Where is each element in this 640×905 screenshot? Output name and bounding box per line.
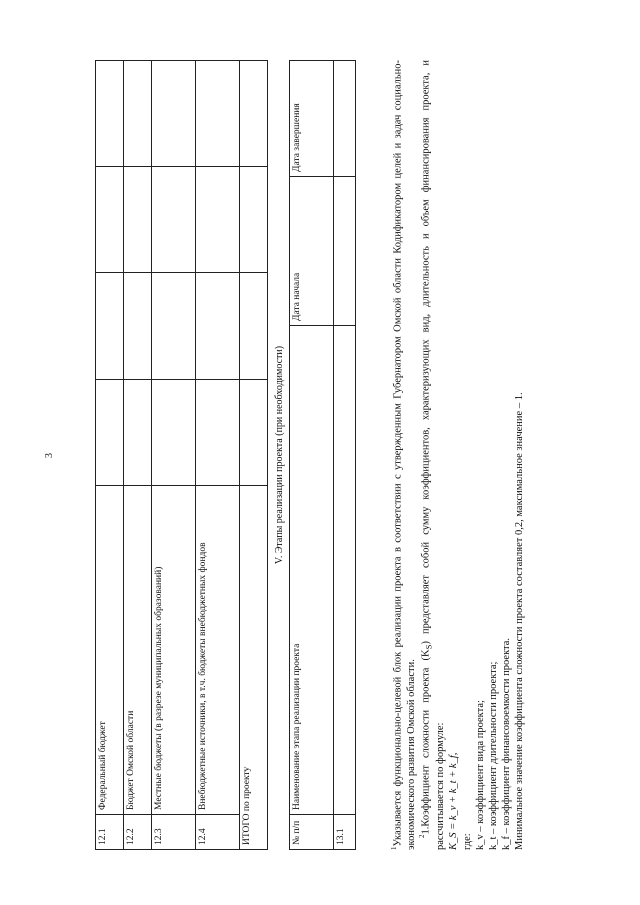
table-row bbox=[124, 61, 152, 850]
header-num: № п/п bbox=[290, 815, 334, 850]
table-row bbox=[96, 61, 124, 850]
footnotes bbox=[390, 60, 526, 850]
stages-title: V. Этапы реализации проекта (при необходимости) bbox=[274, 345, 285, 565]
row-number: 13.1 bbox=[334, 815, 356, 850]
row-number: 12.3 bbox=[152, 815, 196, 850]
total-row bbox=[240, 61, 268, 850]
stages-header-row bbox=[290, 61, 334, 850]
row-number: 12.4 bbox=[196, 815, 240, 850]
table-row bbox=[196, 61, 240, 850]
rotated-content bbox=[95, 50, 585, 850]
row-name: Федеральный бюджет bbox=[96, 486, 124, 815]
row-name: Внебюджетные источники, в т.ч. бюджеты внебюджетных фондов bbox=[196, 486, 240, 815]
formula: K_S = k_v + k_t + k_f, bbox=[448, 752, 460, 850]
funding-sources-table bbox=[95, 60, 268, 850]
min-max-note: Минимальное значение коэффициента сложности проекта составляет 0,2, максимальное значение – 1. bbox=[514, 392, 526, 850]
kt-definition: k_t – коэффициент длительности проекта; bbox=[487, 661, 499, 850]
row-number: 12.1 bbox=[96, 815, 124, 850]
total-label: ИТОГО по проекту bbox=[240, 486, 268, 850]
footnote-1: $^1$Указывается функционально-целевой блок реализации проекта в соответствии с утвержденным Губернатором Омской области Кодификатором целей и задач социально-экономического развития Омской области. bbox=[390, 60, 417, 850]
header-name: Наименование этапа реализации проекта bbox=[290, 326, 334, 815]
table-row bbox=[334, 61, 356, 850]
row-name: Местные бюджеты (в разрезе муниципальных образований) bbox=[152, 486, 196, 815]
row-number: 12.2 bbox=[124, 815, 152, 850]
header-end: Дата завершения bbox=[290, 61, 334, 177]
where-label: где: bbox=[461, 833, 473, 850]
kf-definition: k_f – коэффициент финансовоемкости проекта. bbox=[500, 637, 512, 850]
footnote-2: $^2$1.Коэффициент сложности проекта $(K_S)$ представляет собой сумму коэффициентов, характеризующих вид, длительность и объем финансирования проекта, и рассчитывается по формуле: bbox=[417, 59, 447, 850]
row-name: Бюджет Омской области bbox=[124, 486, 152, 815]
kv-definition: k_v – коэффициент вида проекта; bbox=[474, 700, 486, 850]
header-start: Дата начала bbox=[290, 177, 334, 326]
page-number: 3 bbox=[44, 453, 55, 458]
stages-table bbox=[289, 60, 356, 850]
table-row bbox=[152, 61, 196, 850]
